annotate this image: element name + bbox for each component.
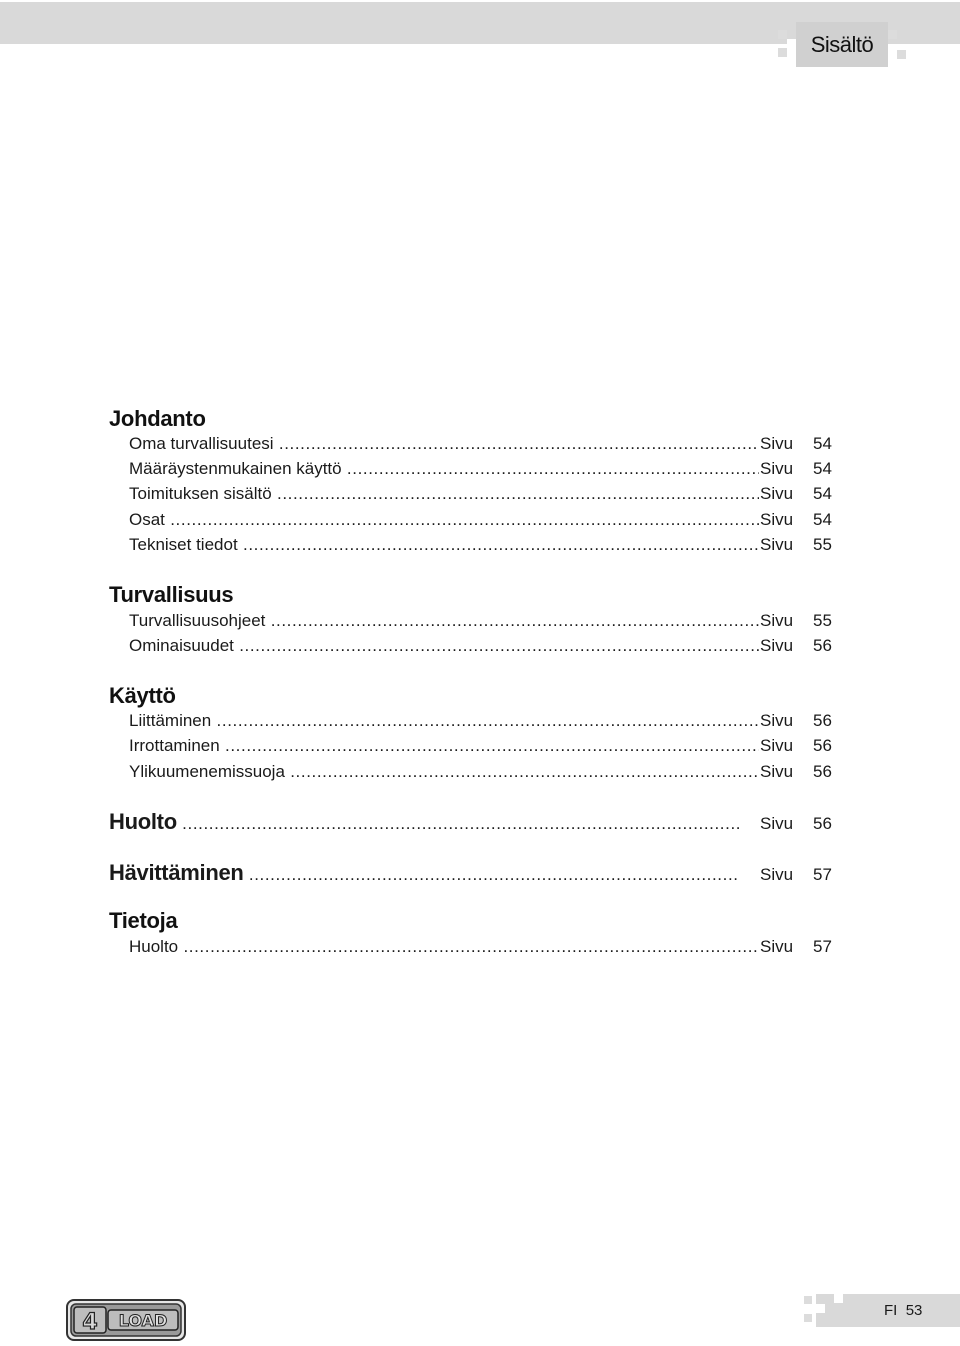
toc-entry-page: 54 (813, 434, 832, 453)
toc-entry-sivu: Sivu (760, 761, 800, 783)
language-code: FI (884, 1302, 898, 1319)
toc-entry-sivu: Sivu (760, 433, 800, 455)
toc-entry-label: Liittäminen ..... (129, 710, 759, 732)
decor-square (778, 48, 787, 57)
toc-entry-major[interactable] (0, 808, 960, 836)
decor-square (816, 1304, 825, 1313)
decor-square (834, 1294, 843, 1303)
toc-entry-sivu: Sivu (760, 610, 800, 632)
svg-text:4: 4 (82, 1310, 98, 1335)
toc-entry-label: Osat ..... (129, 509, 759, 531)
toc-entry-sivu: Sivu (760, 483, 800, 505)
toc-entry-sivu: Sivu (760, 509, 800, 531)
toc-entry-sivu: Sivu (760, 735, 800, 757)
toc-entry-label: Ominaisuudet ..... (129, 635, 759, 657)
toc-entry[interactable] (0, 458, 960, 480)
decor-square (804, 1296, 812, 1304)
toc-entry[interactable] (0, 610, 960, 632)
toc-entry-label: Turvallisuusohjeet ..... (129, 610, 759, 632)
toc-entry-sivu: Sivu (760, 861, 800, 889)
decor-square (897, 50, 906, 59)
decor-square (888, 30, 897, 39)
toc-entry-label: Huolto ..... (129, 936, 759, 958)
toc-entry-page: 56 (813, 814, 832, 833)
toc-entry-sivu: Sivu (760, 810, 800, 838)
toc-entry-page: 56 (813, 636, 832, 655)
toc-entry-page: 56 (813, 736, 832, 755)
section-title-johdanto: Johdanto (109, 406, 206, 431)
toc-entry-label: Irrottaminen ..... (129, 735, 759, 757)
toc-entry-label: Toimituksen sisältö ..... (129, 483, 759, 505)
svg-text:LOAD: LOAD (118, 1311, 168, 1330)
toc-entry-label: Määräystenmukainen käyttö ..... (129, 458, 759, 480)
toc-entry-label: Hävittäminen ..... (109, 859, 739, 889)
toc-entry-sivu: Sivu (760, 458, 800, 480)
section-title-turvallisuus: Turvallisuus (109, 582, 234, 607)
toc-entry[interactable] (0, 735, 960, 757)
toc-entry[interactable] (0, 483, 960, 505)
decor-square (787, 39, 796, 48)
toc-entry[interactable] (0, 433, 960, 455)
toc-entry-page: 54 (813, 484, 832, 503)
toc-entry-page: 56 (813, 711, 832, 730)
toc-entry[interactable] (0, 635, 960, 657)
brand-logo (66, 1299, 186, 1341)
toc-entry[interactable] (0, 509, 960, 531)
toc-entry-page: 54 (813, 459, 832, 478)
toc-entry-page: 57 (813, 865, 832, 884)
toc-entry[interactable] (0, 710, 960, 732)
toc-entry-sivu: Sivu (760, 534, 800, 556)
toc-entry-sivu: Sivu (760, 710, 800, 732)
toc-entry-major[interactable] (0, 859, 960, 887)
section-title-tietoja: Tietoja (109, 908, 178, 933)
toc-entry-label: Huolto ..... (109, 808, 739, 838)
decor-square (778, 30, 787, 39)
toc-entry-page: 57 (813, 937, 832, 956)
toc-entry[interactable] (0, 936, 960, 958)
toc-entry[interactable] (0, 761, 960, 783)
toc-entry-page: 56 (813, 762, 832, 781)
footer-page-label (860, 1294, 960, 1327)
toc-entry-label: Tekniset tiedot ..... (129, 534, 759, 556)
toc-entry-page: 55 (813, 535, 832, 554)
toc-entry-sivu: Sivu (760, 936, 800, 958)
toc-entry-sivu: Sivu (760, 635, 800, 657)
toc-entry-label: Ylikuumenemissuoja ..... (129, 761, 759, 783)
toc-entry-page: 55 (813, 611, 832, 630)
page-title: Sisältö (810, 32, 874, 57)
toc-entry[interactable] (0, 534, 960, 556)
page-number: 53 (905, 1302, 923, 1319)
decor-square (804, 1314, 812, 1322)
toc-entry-page: 54 (813, 510, 832, 529)
section-title-kaytto: Käyttö (109, 683, 176, 708)
toc-entry-label: Oma turvallisuutesi ..... (129, 433, 759, 455)
